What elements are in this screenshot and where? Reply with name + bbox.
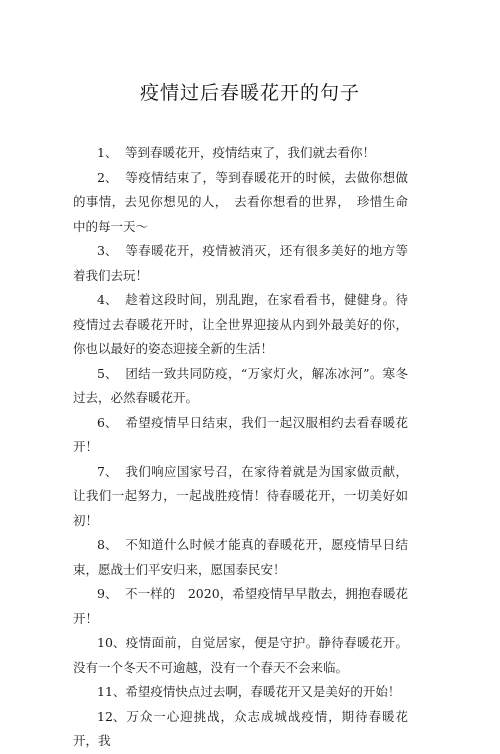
item-text: 等到春暖花开，疫情结束了，我们就去看你！ (125, 145, 376, 160)
list-item (73, 680, 408, 705)
item-text: 我们响应国家号召，在家待着就是为国家做贡献，让我们一起努力，一起战胜疫情！待春暖花开，一切美好如初！ (73, 463, 408, 528)
item-text: 不知道什么时候才能真的春暖花开，愿疫情早日结束，愿战士们平安归来，愿国泰民安！ (73, 537, 408, 577)
item-number: 4、 (97, 292, 118, 307)
list-item (73, 411, 408, 460)
item-text: 不一样的 2020，希望疫情早早散去，拥抱春暖花开！ (73, 586, 408, 626)
item-text: 疫情面前，自觉居家，便是守护。静待春暖花开。没有一个冬天不可逾越，没有一个春天不会来临。 (73, 635, 408, 675)
item-number: 8、 (97, 537, 118, 552)
item-number: 11、 (97, 684, 126, 699)
list-item (73, 582, 408, 631)
item-number: 9、 (97, 586, 118, 601)
item-number: 1、 (97, 145, 118, 160)
item-text: 万众一心迎挑战，众志成城战疫情，期待春暖花开，我 (73, 708, 408, 748)
list-item (73, 166, 408, 240)
list-item (73, 288, 408, 362)
item-number: 2、 (97, 169, 118, 185)
item-number: 6、 (97, 414, 118, 430)
item-text: 等疫情结束了，等到春暖花开的时候，去做你想做的事情，去见你想见的人， 去看你想看的世界， 珍惜生命中的每一天～ (73, 169, 408, 234)
list-item (73, 460, 408, 534)
item-number: 5、 (97, 365, 118, 381)
item-text: 等春暖花开，疫情被消灭，还有很多美好的地方等着我们去玩！ (73, 243, 408, 283)
list-item (73, 362, 408, 411)
page-title: 疫情过后春暖花开的句子 (139, 82, 360, 104)
list-item (73, 533, 408, 582)
list-item (73, 141, 408, 166)
list-item (73, 239, 408, 288)
list-item (73, 705, 408, 754)
list-item (73, 631, 408, 680)
item-text: 希望疫情快点过去啊，春暖花开又是美好的开始！ (125, 684, 401, 699)
item-text: 趁着这段时间，别乱跑，在家看看书，健健身。待疫情过去春暖花开时，让全世界迎接从内到外最美好的你，你也以最好的姿态迎接全新的生活！ (73, 292, 408, 356)
item-text: 团结一致共同防疫，“万家灯火，解冻冰河”。寒冬过去，必然春暖花开。 (73, 365, 408, 405)
item-number: 7、 (97, 463, 118, 479)
sentence-list (73, 141, 408, 754)
item-text: 希望疫情早日结束，我们一起汉服相约去看春暖花开！ (73, 414, 408, 454)
item-number: 12、 (97, 708, 126, 724)
item-number: 10、 (97, 635, 126, 650)
item-number: 3、 (97, 243, 118, 258)
